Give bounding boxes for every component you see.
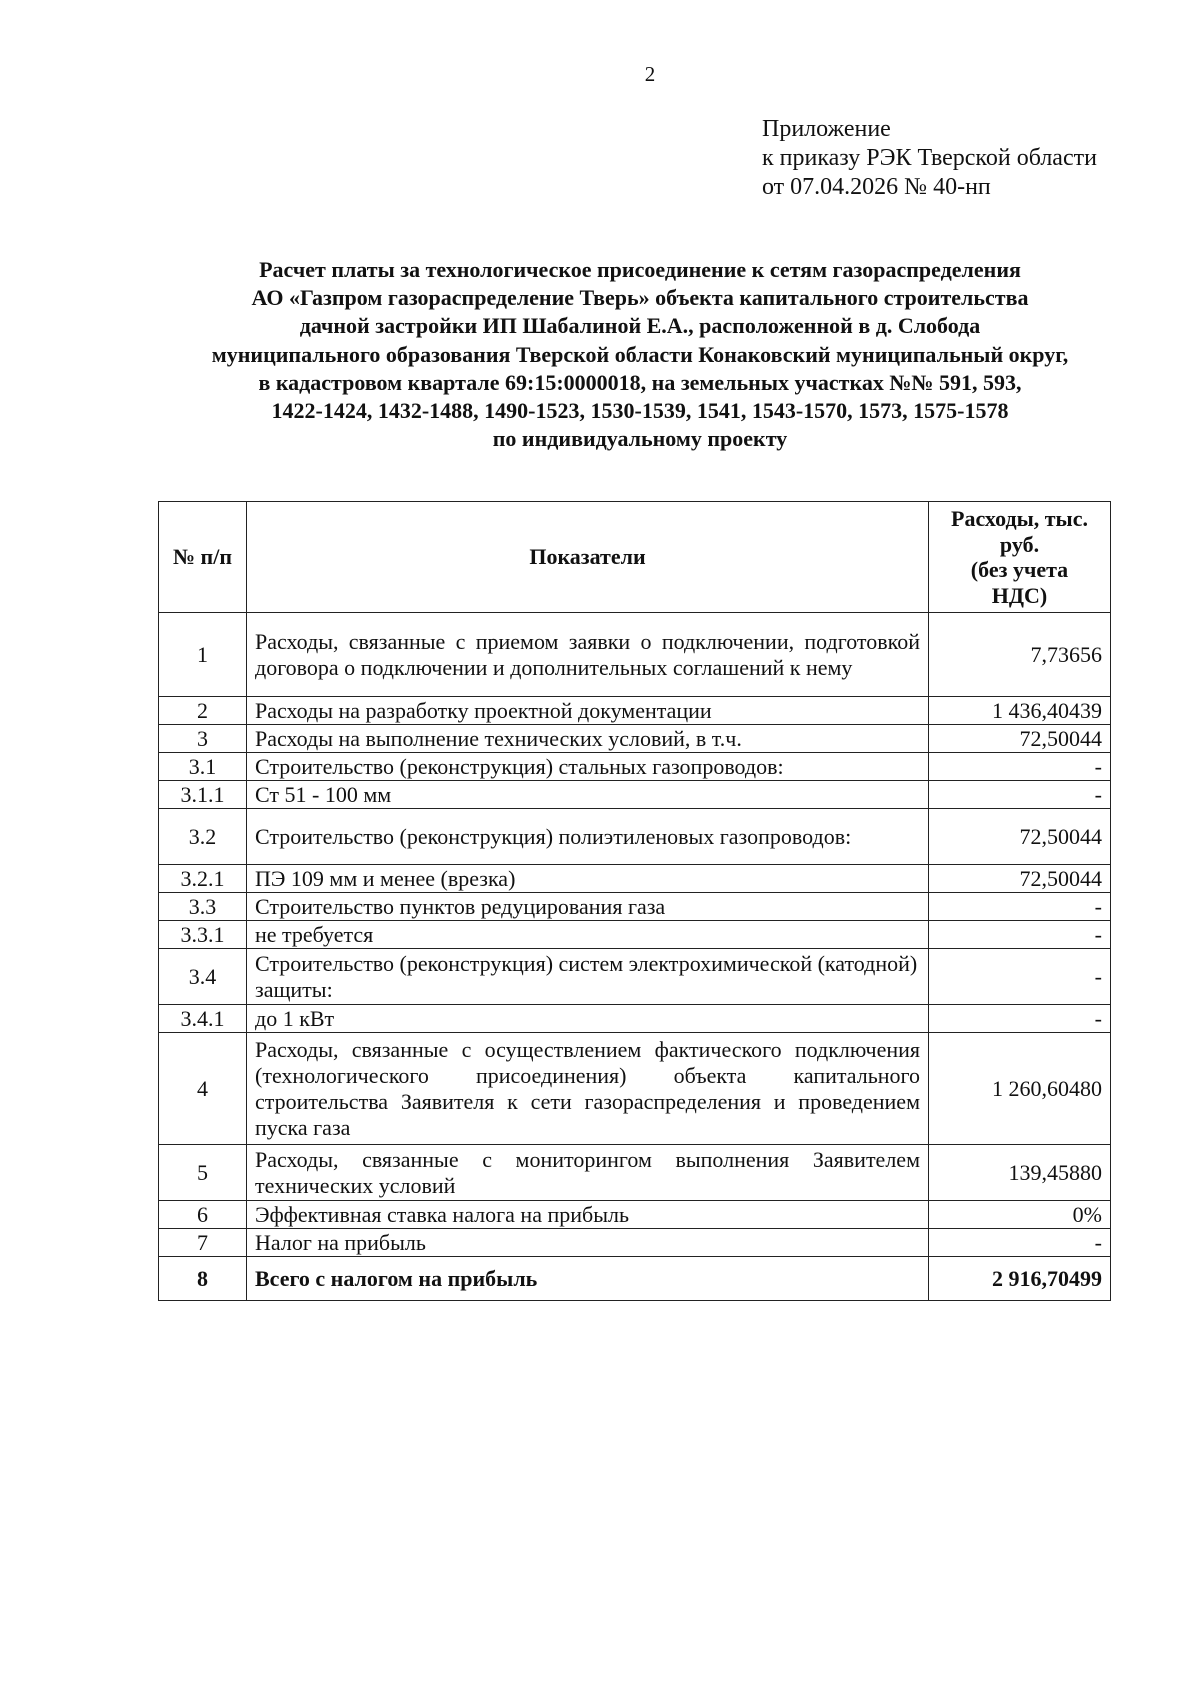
row-num: 8 (159, 1257, 247, 1301)
row-value: - (929, 921, 1111, 949)
appendix-order-ref: к приказу РЭК Тверской области (762, 145, 1097, 171)
row-indicator: не требуется (247, 921, 929, 949)
row-indicator: Ст 51 - 100 мм (247, 781, 929, 809)
row-value: - (929, 753, 1111, 781)
row-value: - (929, 1229, 1111, 1257)
title-line: по индивидуальному проекту (492, 426, 788, 452)
title-line: АО «Газпром газораспределение Тверь» объекта капитального строительства (251, 285, 1029, 311)
cost-table (158, 501, 1111, 1301)
header-cost (929, 502, 1111, 613)
table-row (159, 1145, 1111, 1201)
row-value: 72,50044 (929, 725, 1111, 753)
row-num: 6 (159, 1201, 247, 1229)
page-number: 2 (644, 62, 656, 86)
row-value: - (929, 781, 1111, 809)
row-value: 1 436,40439 (929, 697, 1111, 725)
row-indicator: Расходы на выполнение технических условий, в т.ч. (247, 725, 929, 753)
row-indicator: Строительство пунктов редуцирования газа (247, 893, 929, 921)
table-row (159, 893, 1111, 921)
header-cost-line: Расходы, тыс. (951, 506, 1088, 531)
row-indicator: Всего с налогом на прибыль (247, 1257, 929, 1301)
table-row (159, 1033, 1111, 1145)
row-value: 72,50044 (929, 865, 1111, 893)
table-row (159, 1201, 1111, 1229)
row-num: 3.1 (159, 753, 247, 781)
table-row (159, 949, 1111, 1005)
row-num: 3 (159, 725, 247, 753)
row-value: - (929, 893, 1111, 921)
appendix-block (762, 115, 1097, 202)
row-num: 4 (159, 1033, 247, 1145)
row-indicator: Строительство (реконструкция) полиэтиленовых газопроводов: (247, 809, 929, 865)
row-indicator: Строительство (реконструкция) систем электрохимической (катодной) защиты: (247, 949, 929, 1005)
row-num: 7 (159, 1229, 247, 1257)
table-row (159, 865, 1111, 893)
row-indicator: ПЭ 109 мм и менее (врезка) (247, 865, 929, 893)
header-num: № п/п (159, 502, 247, 613)
row-value: 72,50044 (929, 809, 1111, 865)
row-num: 3.4 (159, 949, 247, 1005)
table-row (159, 753, 1111, 781)
row-num: 2 (159, 697, 247, 725)
title-line: муниципального образования Тверской области Конаковский муниципальный округ, (211, 341, 1069, 367)
table-row (159, 725, 1111, 753)
appendix-label: Приложение (762, 116, 891, 142)
row-num: 3.2.1 (159, 865, 247, 893)
row-indicator: Расходы, связанные с осуществлением фактического подключения (технологического присоединения) объекта капитального строительства Заявителя к сети газораспределения и проведением пуска газа (247, 1033, 929, 1145)
table-row (159, 613, 1111, 697)
title-line: в кадастровом квартале 69:15:0000018, на земельных участках №№ 591, 593, (258, 369, 1022, 395)
row-indicator: Строительство (реконструкция) стальных газопроводов: (247, 753, 929, 781)
row-value: 1 260,60480 (929, 1033, 1111, 1145)
row-num: 3.1.1 (159, 781, 247, 809)
table-row (159, 697, 1111, 725)
title-line: 1422-1424, 1432-1488, 1490-1523, 1530-1539, 1541, 1543-1570, 1573, 1575-1578 (271, 398, 1009, 424)
row-indicator: Эффективная ставка налога на прибыль (247, 1201, 929, 1229)
row-indicator: до 1 кВт (247, 1005, 929, 1033)
table-row (159, 921, 1111, 949)
table-header-row (159, 502, 1111, 613)
header-indicator: Показатели (247, 502, 929, 613)
appendix-order-date: от 07.04.2026 № 40-нп (762, 174, 991, 200)
row-value: 2 916,70499 (929, 1257, 1111, 1301)
header-cost-line: НДС) (991, 582, 1048, 608)
row-value: 7,73656 (929, 613, 1111, 697)
header-cost-line: руб. (999, 531, 1040, 557)
row-num: 1 (159, 613, 247, 697)
table-row-total (159, 1257, 1111, 1301)
row-num: 3.2 (159, 809, 247, 865)
table-row (159, 781, 1111, 809)
row-num: 3.3.1 (159, 921, 247, 949)
row-value: - (929, 1005, 1111, 1033)
table-row (159, 809, 1111, 865)
row-indicator: Расходы, связанные с приемом заявки о подключении, подготовкой договора о подключении и дополнительных соглашений к нему (247, 613, 929, 697)
title-line: Расчет платы за технологическое присоединение к сетям газораспределения (259, 257, 1021, 282)
row-value: 0% (929, 1201, 1111, 1229)
table-row (159, 1005, 1111, 1033)
row-num: 3.3 (159, 893, 247, 921)
document-title (140, 256, 1140, 453)
row-indicator: Расходы на разработку проектной документации (247, 697, 929, 725)
table-row (159, 1229, 1111, 1257)
header-cost-line: (без учета (970, 557, 1069, 582)
row-indicator: Налог на прибыль (247, 1229, 929, 1257)
row-num: 3.4.1 (159, 1005, 247, 1033)
row-value: - (929, 949, 1111, 1005)
title-line: дачной застройки ИП Шабалиной Е.А., расположенной в д. Слобода (299, 313, 981, 339)
row-num: 5 (159, 1145, 247, 1201)
row-value: 139,45880 (929, 1145, 1111, 1201)
row-indicator: Расходы, связанные с мониторингом выполнения Заявителем технических условий (247, 1145, 929, 1201)
